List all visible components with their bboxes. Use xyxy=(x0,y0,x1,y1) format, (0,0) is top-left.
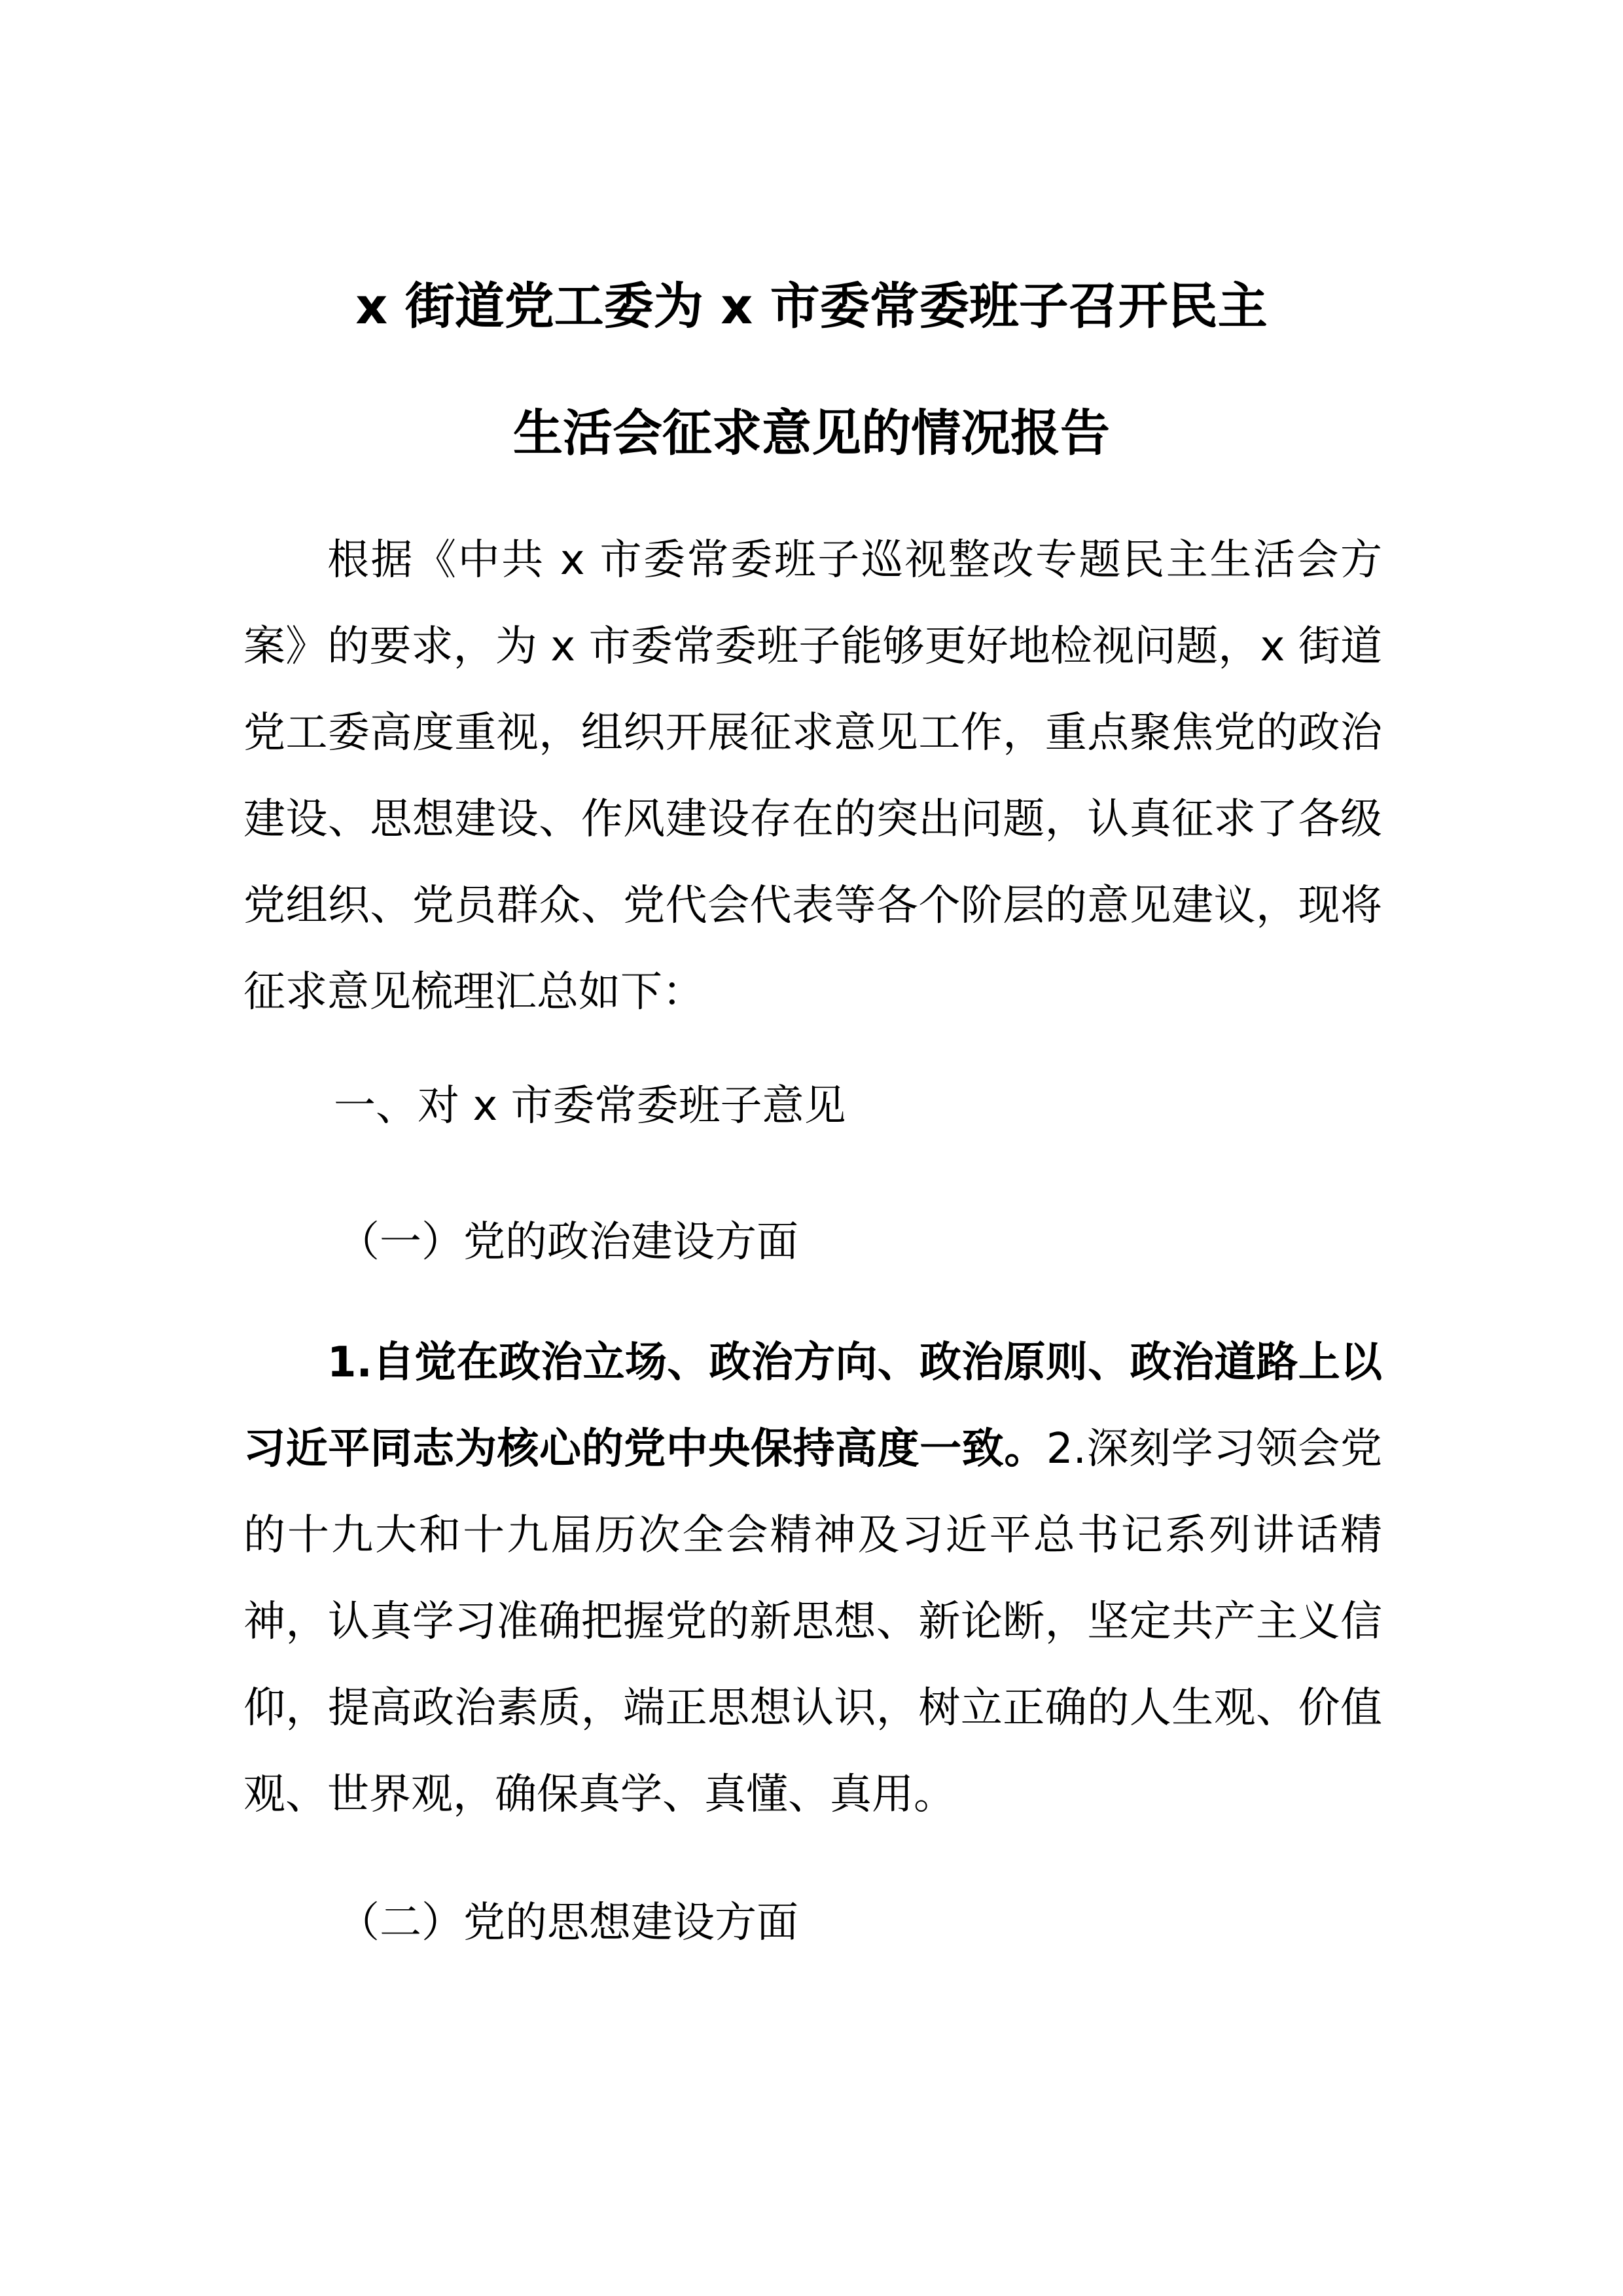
subsection-heading-political: （一）党的政治建设方面 xyxy=(338,1218,798,1266)
document-title-line-1: x 街道党工委为 x 市委常委班子召开民主 xyxy=(355,277,1268,335)
intro-paragraph: 根据《中共 x 市委常委班子巡视整改专题民主生活会方案》的要求，为 x 市委常委班子能够更好地检视问题，x 街道党工委高度重视，组织开展征求意见工作，重点聚焦党的政治建设、思想建设、作风建设存在的突出问题，认真征求了各级党组织、党员群众、党代会代表等各个阶层的意见建议，现将征求意见梳理汇总如下： xyxy=(243,536,1382,1016)
section-heading-one: 一、对 x 市委常委班子意见 xyxy=(334,1082,846,1130)
subsection-heading-ideological: （二）党的思想建设方面 xyxy=(338,1899,798,1947)
political-paragraph xyxy=(243,1319,1382,1838)
item-2-text: 2.深刻学习领会党的十九大和十九届历次全会精神及习近平总书记系列讲话精神，认真学习准确把握党的新思想、新论断，坚定共产主义信仰，提高政治素质，端正思想认识，树立正确的人生观、价值观、世界观，确保真学、真懂、真用。 xyxy=(243,1425,1383,1819)
item-1-bold-text: 1.自觉在政治立场、政治方向、政治原则、政治道路上以习近平同志为核心的党中央保持高度一致。 xyxy=(243,1338,1382,1473)
document-title-line-2: 生活会征求意见的情况报告 xyxy=(513,404,1110,462)
